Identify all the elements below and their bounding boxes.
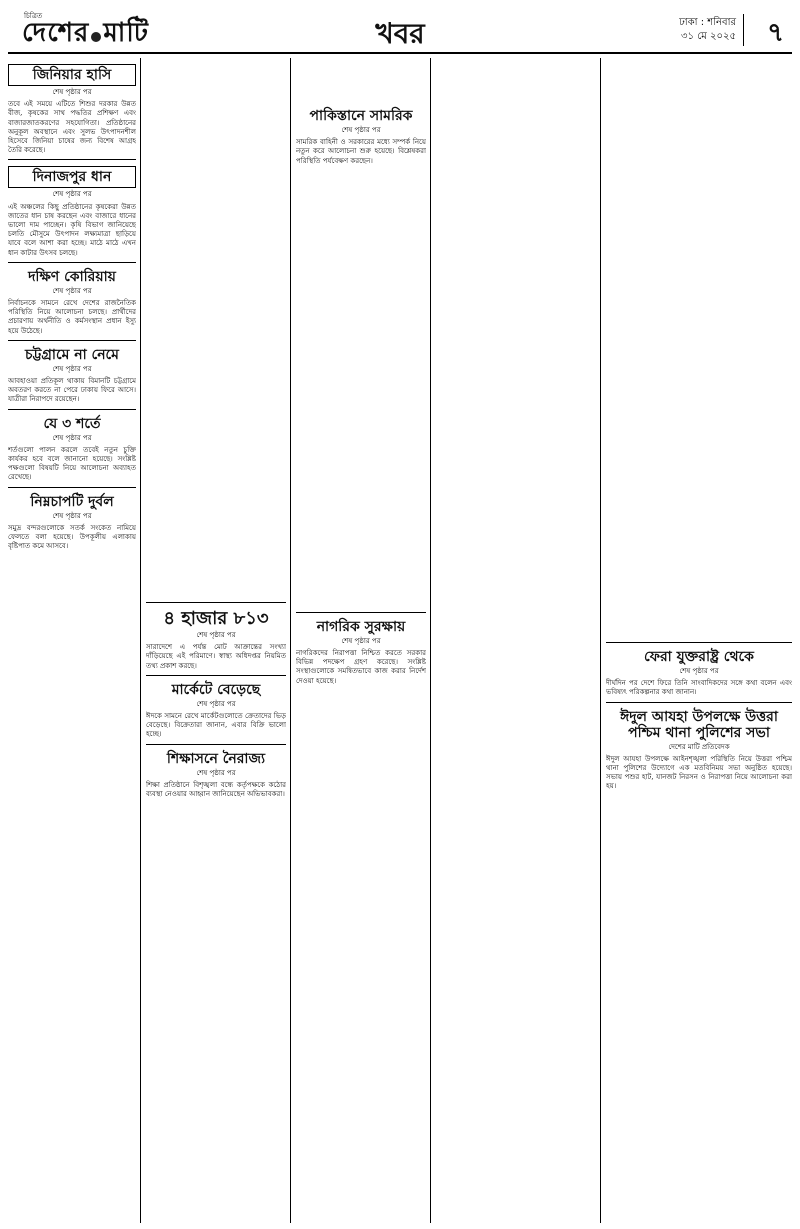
headline-three-conditions: যে ৩ শর্তে: [43, 415, 101, 432]
article-body: নির্বাচনকে সামনে রেখে দেশের রাজনৈতিক পরিস্থিতি নিয়ে আলোচনা চলছে। প্রার্থীদের প্রচারণায় অর্থনীতি ও কর্মসংস্থান প্রধান ইস্যু হয়ে উঠেছে।: [8, 299, 136, 335]
headline-pakistan: পাকিস্তানে সামরিক: [309, 108, 413, 124]
headline-citizen-safety: নাগরিক সুরক্ষায়: [316, 618, 406, 635]
dateline-date: ৩১ মে ২০২৫: [681, 31, 736, 42]
article-body: সারাদেশে এ পর্যন্ত মোট আক্রান্তের সংখ্যা দাঁড়িয়েছে এই পরিমাণে। স্বাস্থ্য অধিদপ্তর নিয়মিত তথ্য প্রকাশ করছে।: [146, 643, 286, 670]
column-1: [8, 58, 136, 1223]
headline-4813: ৪ হাজার ৮১৩: [163, 608, 269, 629]
byline: শেষ পৃষ্ঠার পর: [341, 636, 381, 645]
headline-zinnia: জিনিয়ার হাসি: [8, 64, 136, 86]
headline-dinajpur: দিনাজপুর ধান: [8, 166, 136, 188]
logo-right-word: মাটি: [103, 18, 149, 48]
article-body: দীর্ঘদিন পর দেশে ফিরে তিনি সাংবাদিকদের সঙ্গে কথা বলেন এবং ভবিষ্যৎ পরিকল্পনার কথা জানান।: [606, 679, 792, 697]
column-3: [296, 58, 426, 1223]
headline-return-usa: ফেরা যুক্তরাষ্ট্র থেকে: [644, 649, 754, 665]
article-body: তবে এই সময়ে এটিতে শিশুর দরকার উন্নত বীজ, কৃষকের সাথ পদ্ধতির প্রশিক্ষণ এবং বাজারজাতকরণের সহযোগিতা। প্রতিষ্ঠানের অনুকূল অবস্থানে এবং সুলভ উৎপাদনশীল হিসেবে জিনিয়া চাষের জন্য বিশেষ আগ্রহ তৈরি করেছে।: [8, 100, 136, 155]
logo-left-word: দেশের: [22, 18, 90, 48]
column-5: [606, 58, 792, 1223]
byline: শেষ পৃষ্ঠার পর: [196, 631, 236, 639]
byline: শেষ পৃষ্ঠার পর: [52, 511, 92, 520]
masthead: [8, 8, 792, 54]
headline-market: মার্কেটে বেড়েছে: [171, 681, 261, 698]
section-title: খবর: [375, 17, 425, 50]
byline: শেষ পৃষ্ঠার পর: [52, 190, 92, 199]
column-2: [146, 58, 286, 1223]
byline: শেষ পৃষ্ঠার পর: [196, 699, 236, 708]
headline-chattogram: চট্টগ্রামে না নেমে: [25, 346, 119, 363]
byline: শেষ পৃষ্ঠার পর: [679, 667, 719, 675]
article-body: আবহাওয়া প্রতিকূল থাকায় বিমানটি চট্টগ্রামে অবতরণ করতে না পেরে ঢাকায় ফিরে আসে। যাত্রীরা নিরাপদে রয়েছেন।: [8, 377, 136, 404]
dateline: [679, 16, 736, 44]
byline: শেষ পৃষ্ঠার পর: [341, 126, 381, 134]
dateline-day: ঢাকা : শনিবার: [679, 17, 736, 28]
article-body: ঈদকে সামনে রেখে মার্কেটগুলোতে ক্রেতাদের ভিড় বেড়েছে। বিক্রেতারা জানান, এবার বিক্রি ভালো হচ্ছে।: [146, 712, 286, 739]
headline-depression-weak: নিম্নচাপটি দুর্বল: [30, 493, 114, 510]
headline-education: শিক্ষাসনে নৈরাজ্য: [166, 750, 266, 767]
article-body: এই অঞ্চলের কিছু প্রতিষ্ঠানের কৃষকেরা উন্নত জাতের ধান চাষ করছেন এবং বাজারে ধানের ভালো দাম পাচ্ছেন। কৃষি বিভাগ জানিয়েছে চলতি মৌসুমে উৎপাদন লক্ষ্যমাত্রা ছাড়িয়ে যাবে বলে আশা করা হচ্ছে। মাঠে মাঠে এখন ধান কাটার উৎসব চলছে।: [8, 202, 136, 257]
byline: শেষ পৃষ্ঠার পর: [52, 433, 92, 442]
byline: শেষ পৃষ্ঠার পর: [52, 286, 92, 295]
column-4: [436, 58, 596, 1223]
article-body: নাগরিকদের নিরাপত্তা নিশ্চিত করতে সরকার বিভিন্ন পদক্ষেপ গ্রহণ করেছে। সংশ্লিষ্ট সংস্থাগুলোকে সমন্বিতভাবে কাজ করার নির্দেশ দেওয়া হয়েছে।: [296, 649, 426, 685]
page-number: ৭: [767, 18, 784, 48]
byline: শেষ পৃষ্ঠার পর: [52, 364, 92, 373]
article-body: সমুদ্র বন্দরগুলোকে সতর্ক সংকেত নামিয়ে ফেলতে বলা হয়েছে। উপকূলীয় এলাকায় বৃষ্টিপাত কমে আসবে।: [8, 523, 136, 551]
article-body: শর্তগুলো পালন করলে তবেই নতুন চুক্তি কার্যকর হবে বলে জানানো হয়েছে। সংশ্লিষ্ট পক্ষগুলো বিষয়টি নিয়ে আলোচনা অব্যাহত রেখেছে।: [8, 445, 136, 482]
headline-eid-police-meeting: ঈদুল আযহা উপলক্ষে উত্তরা পশ্চিম থানা পুলিশের সভা: [620, 708, 778, 741]
article-body: ঈদুল আযহা উপলক্ষে আইনশৃঙ্খলা পরিস্থিতি নিয়ে উত্তরা পশ্চিম থানা পুলিশের উদ্যোগে এক মতবিনিময় সভা অনুষ্ঠিত হয়েছে। সভায় পশুর হাট, যানজট নিরসন ও নিরাপত্তা নিয়ে আলোচনা করা হয়।: [606, 754, 792, 791]
article-body: সামরিক বাহিনী ও সরকারের মধ্যে সম্পর্ক নিয়ে নতুন করে আলোচনা শুরু হয়েছে। বিশ্লেষকরা পরিস্থিতি পর্যবেক্ষণ করছেন।: [296, 138, 426, 165]
article-body: শিক্ষা প্রতিষ্ঠানে বিশৃঙ্খলা বন্ধে কর্তৃপক্ষকে কঠোর ব্যবস্থা নেওয়ার আহ্বান জানিয়েছেন অভিভাবকরা।: [146, 780, 286, 799]
headline-south-korea: দক্ষিণ কোরিয়ায়: [28, 268, 116, 285]
byline: দেশের মাটি প্রতিবেদক: [668, 742, 730, 751]
logo-tag: চিত্রিত: [24, 12, 43, 20]
byline: শেষ পৃষ্ঠার পর: [52, 88, 92, 96]
byline: শেষ পৃষ্ঠার পর: [196, 768, 236, 777]
